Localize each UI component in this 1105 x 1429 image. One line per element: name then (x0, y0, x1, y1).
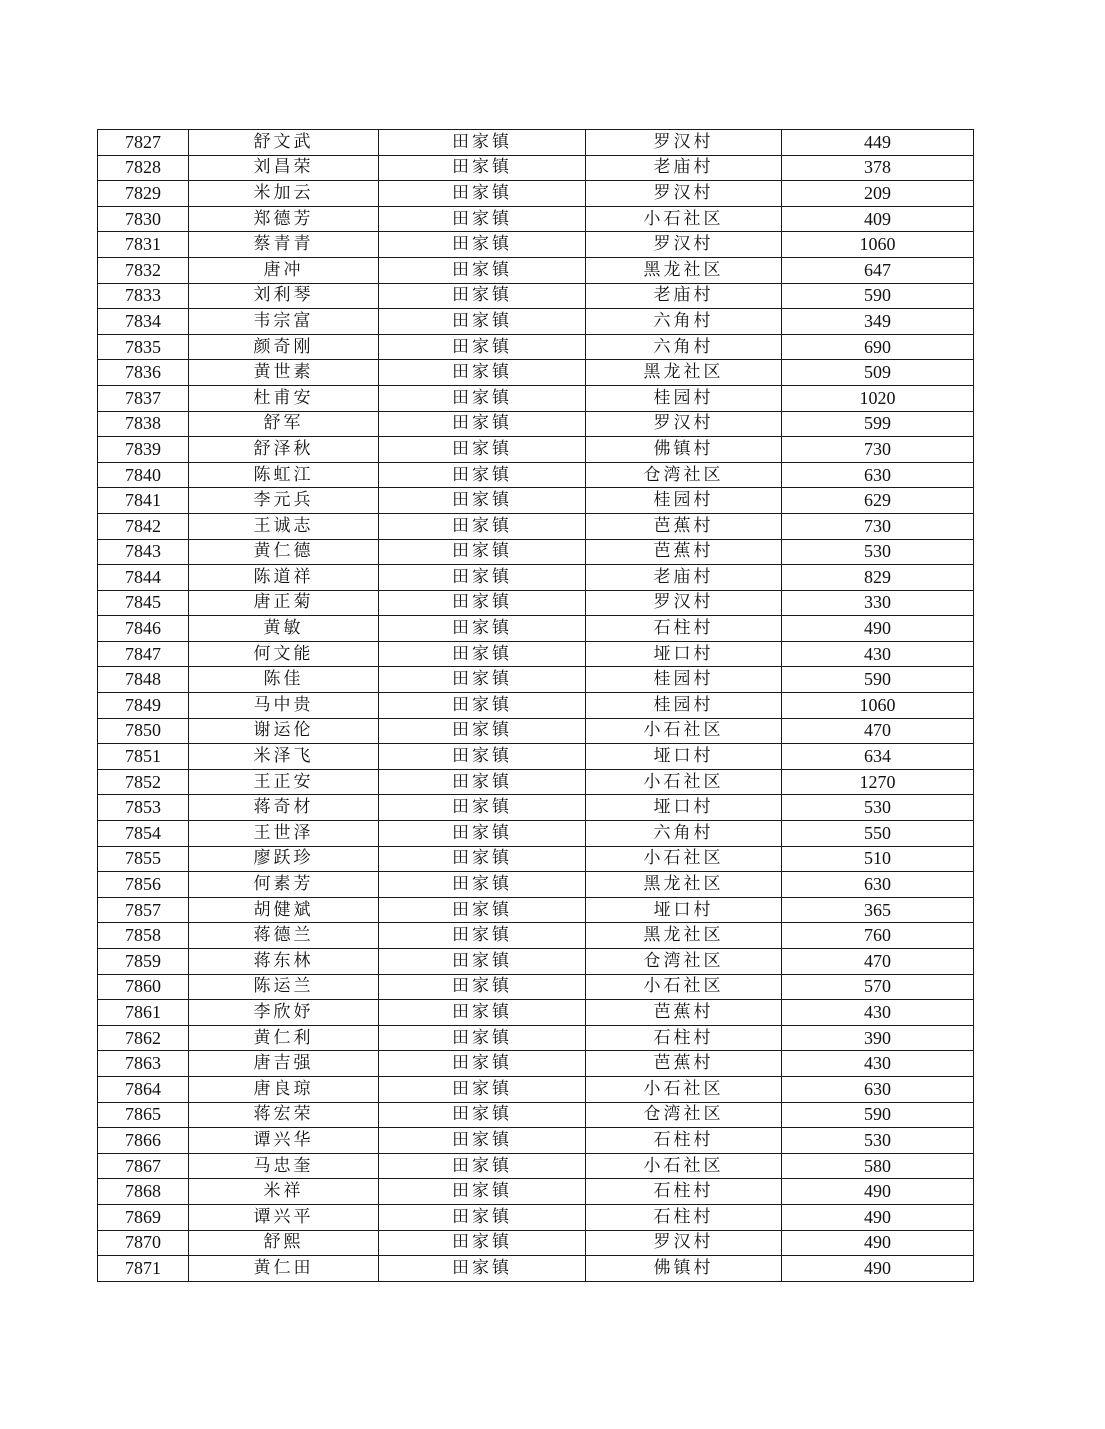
amount-cell: 599 (782, 411, 974, 437)
town-cell: 田家镇 (379, 1102, 586, 1128)
village-cell: 黑龙社区 (586, 257, 782, 283)
name-cell: 蒋宏荣 (189, 1102, 379, 1128)
village-cell: 小石社区 (586, 846, 782, 872)
amount-cell: 509 (782, 360, 974, 386)
table-row (98, 795, 974, 821)
serial-number-cell: 7842 (98, 513, 189, 539)
amount-cell: 490 (782, 1179, 974, 1205)
name-cell: 杜甫安 (189, 385, 379, 411)
town-cell: 田家镇 (379, 897, 586, 923)
amount-cell: 1020 (782, 385, 974, 411)
table-row (98, 360, 974, 386)
serial-number-cell: 7829 (98, 181, 189, 207)
village-cell: 六角村 (586, 821, 782, 847)
village-cell: 罗汉村 (586, 411, 782, 437)
name-cell: 李欣妤 (189, 1000, 379, 1026)
name-cell: 蒋德兰 (189, 923, 379, 949)
town-cell: 田家镇 (379, 155, 586, 181)
amount-cell: 760 (782, 923, 974, 949)
amount-cell: 647 (782, 257, 974, 283)
table-row (98, 718, 974, 744)
town-cell: 田家镇 (379, 1179, 586, 1205)
amount-cell: 530 (782, 539, 974, 565)
amount-cell: 530 (782, 1128, 974, 1154)
village-cell: 垭口村 (586, 744, 782, 770)
name-cell: 陈运兰 (189, 974, 379, 1000)
amount-cell: 580 (782, 1153, 974, 1179)
table-row (98, 462, 974, 488)
amount-cell: 510 (782, 846, 974, 872)
village-cell: 老庙村 (586, 283, 782, 309)
amount-cell: 690 (782, 334, 974, 360)
town-cell: 田家镇 (379, 283, 586, 309)
village-cell: 小石社区 (586, 1153, 782, 1179)
name-cell: 米泽飞 (189, 744, 379, 770)
name-cell: 黄世素 (189, 360, 379, 386)
table-row (98, 1179, 974, 1205)
serial-number-cell: 7856 (98, 872, 189, 898)
serial-number-cell: 7835 (98, 334, 189, 360)
town-cell: 田家镇 (379, 513, 586, 539)
amount-cell: 490 (782, 1256, 974, 1282)
table-row (98, 309, 974, 335)
amount-cell: 590 (782, 283, 974, 309)
town-cell: 田家镇 (379, 1256, 586, 1282)
village-cell: 桂园村 (586, 488, 782, 514)
name-cell: 蒋东林 (189, 949, 379, 975)
table-row (98, 1204, 974, 1230)
table-row (98, 1000, 974, 1026)
village-cell: 黑龙社区 (586, 872, 782, 898)
village-cell: 罗汉村 (586, 590, 782, 616)
serial-number-cell: 7861 (98, 1000, 189, 1026)
serial-number-cell: 7845 (98, 590, 189, 616)
village-cell: 石柱村 (586, 1025, 782, 1051)
name-cell: 黄仁德 (189, 539, 379, 565)
town-cell: 田家镇 (379, 1204, 586, 1230)
town-cell: 田家镇 (379, 257, 586, 283)
serial-number-cell: 7848 (98, 667, 189, 693)
serial-number-cell: 7830 (98, 206, 189, 232)
serial-number-cell: 7860 (98, 974, 189, 1000)
amount-cell: 1060 (782, 232, 974, 258)
amount-cell: 390 (782, 1025, 974, 1051)
table-row (98, 437, 974, 463)
name-cell: 蒋奇材 (189, 795, 379, 821)
village-cell: 小石社区 (586, 974, 782, 1000)
table-row (98, 488, 974, 514)
table-row (98, 1051, 974, 1077)
serial-number-cell: 7834 (98, 309, 189, 335)
serial-number-cell: 7858 (98, 923, 189, 949)
table-row (98, 232, 974, 258)
town-cell: 田家镇 (379, 130, 586, 156)
table-row (98, 181, 974, 207)
town-cell: 田家镇 (379, 846, 586, 872)
serial-number-cell: 7827 (98, 130, 189, 156)
town-cell: 田家镇 (379, 667, 586, 693)
name-cell: 黄仁利 (189, 1025, 379, 1051)
village-cell: 老庙村 (586, 155, 782, 181)
serial-number-cell: 7862 (98, 1025, 189, 1051)
village-cell: 罗汉村 (586, 232, 782, 258)
town-cell: 田家镇 (379, 718, 586, 744)
table-row (98, 334, 974, 360)
town-cell: 田家镇 (379, 1128, 586, 1154)
village-cell: 佛镇村 (586, 437, 782, 463)
name-cell: 胡健斌 (189, 897, 379, 923)
serial-number-cell: 7853 (98, 795, 189, 821)
town-cell: 田家镇 (379, 1000, 586, 1026)
amount-cell: 449 (782, 130, 974, 156)
town-cell: 田家镇 (379, 821, 586, 847)
amount-cell: 1060 (782, 693, 974, 719)
name-cell: 唐冲 (189, 257, 379, 283)
village-cell: 黑龙社区 (586, 923, 782, 949)
name-cell: 何素芳 (189, 872, 379, 898)
town-cell: 田家镇 (379, 1051, 586, 1077)
town-cell: 田家镇 (379, 565, 586, 591)
serial-number-cell: 7851 (98, 744, 189, 770)
town-cell: 田家镇 (379, 1230, 586, 1256)
amount-cell: 629 (782, 488, 974, 514)
village-cell: 垭口村 (586, 641, 782, 667)
village-cell: 石柱村 (586, 1128, 782, 1154)
name-cell: 马忠奎 (189, 1153, 379, 1179)
village-cell: 罗汉村 (586, 181, 782, 207)
village-cell: 芭蕉村 (586, 1051, 782, 1077)
name-cell: 刘利琴 (189, 283, 379, 309)
village-cell: 小石社区 (586, 206, 782, 232)
town-cell: 田家镇 (379, 641, 586, 667)
amount-cell: 330 (782, 590, 974, 616)
table-row (98, 1256, 974, 1282)
serial-number-cell: 7839 (98, 437, 189, 463)
serial-number-cell: 7847 (98, 641, 189, 667)
town-cell: 田家镇 (379, 232, 586, 258)
amount-cell: 470 (782, 718, 974, 744)
amount-cell: 570 (782, 974, 974, 1000)
table-row (98, 1230, 974, 1256)
amount-cell: 490 (782, 1230, 974, 1256)
table-row (98, 590, 974, 616)
town-cell: 田家镇 (379, 488, 586, 514)
amount-cell: 550 (782, 821, 974, 847)
town-cell: 田家镇 (379, 437, 586, 463)
amount-cell: 630 (782, 1076, 974, 1102)
table-row (98, 1102, 974, 1128)
name-cell: 刘昌荣 (189, 155, 379, 181)
serial-number-cell: 7841 (98, 488, 189, 514)
village-cell: 芭蕉村 (586, 513, 782, 539)
serial-number-cell: 7863 (98, 1051, 189, 1077)
table-row (98, 769, 974, 795)
village-cell: 黑龙社区 (586, 360, 782, 386)
name-cell: 唐吉强 (189, 1051, 379, 1077)
town-cell: 田家镇 (379, 974, 586, 1000)
name-cell: 李元兵 (189, 488, 379, 514)
amount-cell: 490 (782, 1204, 974, 1230)
table-row (98, 1025, 974, 1051)
village-cell: 罗汉村 (586, 1230, 782, 1256)
amount-cell: 209 (782, 181, 974, 207)
serial-number-cell: 7838 (98, 411, 189, 437)
serial-number-cell: 7867 (98, 1153, 189, 1179)
table-row (98, 257, 974, 283)
table-row (98, 411, 974, 437)
name-cell: 米祥 (189, 1179, 379, 1205)
table-row (98, 744, 974, 770)
table-row (98, 130, 974, 156)
village-cell: 石柱村 (586, 616, 782, 642)
amount-cell: 430 (782, 1051, 974, 1077)
town-cell: 田家镇 (379, 385, 586, 411)
village-cell: 垭口村 (586, 897, 782, 923)
village-cell: 小石社区 (586, 1076, 782, 1102)
name-cell: 谢运伦 (189, 718, 379, 744)
town-cell: 田家镇 (379, 590, 586, 616)
serial-number-cell: 7871 (98, 1256, 189, 1282)
name-cell: 王正安 (189, 769, 379, 795)
table-row (98, 206, 974, 232)
village-cell: 桂园村 (586, 667, 782, 693)
serial-number-cell: 7868 (98, 1179, 189, 1205)
name-cell: 谭兴华 (189, 1128, 379, 1154)
name-cell: 陈虹江 (189, 462, 379, 488)
name-cell: 舒熙 (189, 1230, 379, 1256)
data-table (97, 129, 974, 1282)
town-cell: 田家镇 (379, 1025, 586, 1051)
serial-number-cell: 7869 (98, 1204, 189, 1230)
village-cell: 六角村 (586, 309, 782, 335)
serial-number-cell: 7844 (98, 565, 189, 591)
amount-cell: 630 (782, 462, 974, 488)
name-cell: 黄敏 (189, 616, 379, 642)
table-row (98, 1153, 974, 1179)
name-cell: 谭兴平 (189, 1204, 379, 1230)
name-cell: 蔡青青 (189, 232, 379, 258)
village-cell: 芭蕉村 (586, 1000, 782, 1026)
name-cell: 王世泽 (189, 821, 379, 847)
town-cell: 田家镇 (379, 923, 586, 949)
table-row (98, 1076, 974, 1102)
table-row (98, 897, 974, 923)
amount-cell: 590 (782, 1102, 974, 1128)
town-cell: 田家镇 (379, 693, 586, 719)
name-cell: 马中贵 (189, 693, 379, 719)
table-row (98, 565, 974, 591)
town-cell: 田家镇 (379, 206, 586, 232)
serial-number-cell: 7865 (98, 1102, 189, 1128)
village-cell: 仓湾社区 (586, 1102, 782, 1128)
serial-number-cell: 7870 (98, 1230, 189, 1256)
table-row (98, 1128, 974, 1154)
amount-cell: 349 (782, 309, 974, 335)
table-row (98, 872, 974, 898)
serial-number-cell: 7828 (98, 155, 189, 181)
town-cell: 田家镇 (379, 1153, 586, 1179)
town-cell: 田家镇 (379, 744, 586, 770)
town-cell: 田家镇 (379, 769, 586, 795)
table-row (98, 616, 974, 642)
serial-number-cell: 7836 (98, 360, 189, 386)
village-cell: 仓湾社区 (586, 949, 782, 975)
town-cell: 田家镇 (379, 872, 586, 898)
amount-cell: 365 (782, 897, 974, 923)
serial-number-cell: 7852 (98, 769, 189, 795)
town-cell: 田家镇 (379, 462, 586, 488)
name-cell: 舒军 (189, 411, 379, 437)
amount-cell: 730 (782, 437, 974, 463)
name-cell: 廖跃珍 (189, 846, 379, 872)
serial-number-cell: 7832 (98, 257, 189, 283)
serial-number-cell: 7857 (98, 897, 189, 923)
serial-number-cell: 7850 (98, 718, 189, 744)
name-cell: 唐正菊 (189, 590, 379, 616)
table-row (98, 949, 974, 975)
amount-cell: 378 (782, 155, 974, 181)
serial-number-cell: 7859 (98, 949, 189, 975)
serial-number-cell: 7831 (98, 232, 189, 258)
village-cell: 小石社区 (586, 769, 782, 795)
table-row (98, 693, 974, 719)
village-cell: 桂园村 (586, 385, 782, 411)
serial-number-cell: 7866 (98, 1128, 189, 1154)
name-cell: 陈道祥 (189, 565, 379, 591)
table-row (98, 846, 974, 872)
serial-number-cell: 7840 (98, 462, 189, 488)
amount-cell: 430 (782, 1000, 974, 1026)
name-cell: 王诚志 (189, 513, 379, 539)
town-cell: 田家镇 (379, 616, 586, 642)
town-cell: 田家镇 (379, 949, 586, 975)
amount-cell: 470 (782, 949, 974, 975)
name-cell: 舒泽秋 (189, 437, 379, 463)
table-row (98, 641, 974, 667)
village-cell: 芭蕉村 (586, 539, 782, 565)
table-row (98, 539, 974, 565)
name-cell: 颜奇刚 (189, 334, 379, 360)
amount-cell: 1270 (782, 769, 974, 795)
village-cell: 垭口村 (586, 795, 782, 821)
town-cell: 田家镇 (379, 181, 586, 207)
name-cell: 何文能 (189, 641, 379, 667)
town-cell: 田家镇 (379, 309, 586, 335)
village-cell: 石柱村 (586, 1204, 782, 1230)
village-cell: 六角村 (586, 334, 782, 360)
amount-cell: 630 (782, 872, 974, 898)
town-cell: 田家镇 (379, 539, 586, 565)
name-cell: 郑德芳 (189, 206, 379, 232)
serial-number-cell: 7855 (98, 846, 189, 872)
amount-cell: 634 (782, 744, 974, 770)
serial-number-cell: 7849 (98, 693, 189, 719)
village-cell: 石柱村 (586, 1179, 782, 1205)
name-cell: 韦宗富 (189, 309, 379, 335)
village-cell: 小石社区 (586, 718, 782, 744)
name-cell: 米加云 (189, 181, 379, 207)
serial-number-cell: 7833 (98, 283, 189, 309)
table-row (98, 667, 974, 693)
table-row (98, 974, 974, 1000)
table-row (98, 155, 974, 181)
town-cell: 田家镇 (379, 334, 586, 360)
table-row (98, 821, 974, 847)
table-row (98, 923, 974, 949)
name-cell: 舒文武 (189, 130, 379, 156)
serial-number-cell: 7846 (98, 616, 189, 642)
name-cell: 唐良琼 (189, 1076, 379, 1102)
table-body (98, 130, 974, 1282)
name-cell: 陈佳 (189, 667, 379, 693)
village-cell: 仓湾社区 (586, 462, 782, 488)
serial-number-cell: 7843 (98, 539, 189, 565)
amount-cell: 530 (782, 795, 974, 821)
table-row (98, 385, 974, 411)
amount-cell: 730 (782, 513, 974, 539)
serial-number-cell: 7864 (98, 1076, 189, 1102)
name-cell: 黄仁田 (189, 1256, 379, 1282)
amount-cell: 409 (782, 206, 974, 232)
village-cell: 桂园村 (586, 693, 782, 719)
amount-cell: 490 (782, 616, 974, 642)
table-row (98, 513, 974, 539)
village-cell: 老庙村 (586, 565, 782, 591)
amount-cell: 590 (782, 667, 974, 693)
village-cell: 佛镇村 (586, 1256, 782, 1282)
town-cell: 田家镇 (379, 795, 586, 821)
amount-cell: 430 (782, 641, 974, 667)
town-cell: 田家镇 (379, 1076, 586, 1102)
amount-cell: 829 (782, 565, 974, 591)
serial-number-cell: 7837 (98, 385, 189, 411)
town-cell: 田家镇 (379, 411, 586, 437)
serial-number-cell: 7854 (98, 821, 189, 847)
table-row (98, 283, 974, 309)
village-cell: 罗汉村 (586, 130, 782, 156)
town-cell: 田家镇 (379, 360, 586, 386)
